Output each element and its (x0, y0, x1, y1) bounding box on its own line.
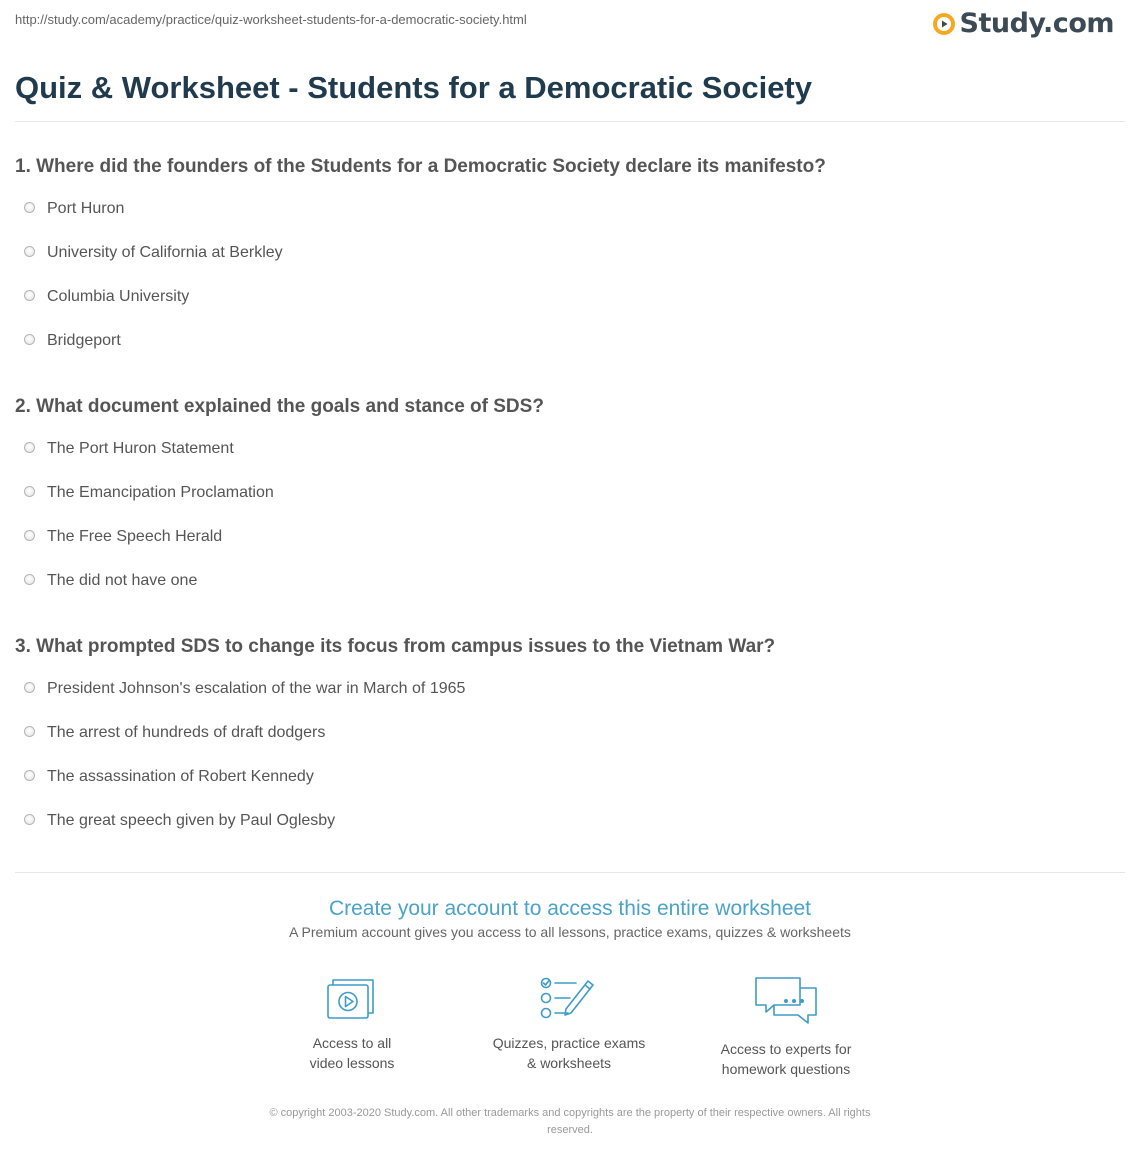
feature-label-line: homework questions (721, 1061, 851, 1077)
logo-text: Study.com (959, 8, 1114, 39)
answer-option[interactable] (15, 427, 1125, 471)
copyright-footer (215, 1105, 925, 1139)
answer-label: The assassination of Robert Kennedy (47, 768, 314, 785)
radio-button[interactable] (24, 574, 35, 585)
feature-experts (691, 975, 881, 1079)
radio-button[interactable] (24, 290, 35, 301)
page-url: http://study.com/academy/practice/quiz-worksheet-students-for-a-democratic-society.html (15, 12, 527, 27)
top-bar (0, 0, 1140, 50)
radio-button[interactable] (24, 202, 35, 213)
answer-list (15, 667, 1125, 843)
video-lessons-icon (326, 975, 378, 1021)
feature-label-line: Quizzes, practice exams (492, 1035, 646, 1051)
answer-option[interactable] (15, 799, 1125, 843)
radio-button[interactable] (24, 486, 35, 497)
footer-line: © copyright 2003-2020 Study.com. All other trademarks and copyrights are the property of their respective owners. All rights (269, 1107, 871, 1119)
answer-list (15, 427, 1125, 603)
question-1 (15, 155, 1125, 363)
cta-subtitle: A Premium account gives you access to all lessons, practice exams, quizzes & worksheets (289, 924, 851, 940)
answer-option[interactable] (15, 667, 1125, 711)
radio-button[interactable] (24, 246, 35, 257)
radio-button[interactable] (24, 334, 35, 345)
title-divider (15, 121, 1125, 122)
answer-label: The Port Huron Statement (47, 440, 234, 457)
radio-button[interactable] (24, 682, 35, 693)
study-logo[interactable] (932, 8, 1114, 39)
answer-label: The Free Speech Herald (47, 528, 223, 545)
answer-option[interactable] (15, 319, 1125, 363)
signup-cta (0, 895, 1140, 940)
radio-button[interactable] (24, 814, 35, 825)
cta-link[interactable]: Create your account to access this entire worksheet (328, 897, 812, 920)
answer-label: Port Huron (47, 200, 125, 217)
feature-quizzes (474, 975, 664, 1073)
answer-option[interactable] (15, 187, 1125, 231)
radio-button[interactable] (24, 726, 35, 737)
question-3 (15, 635, 1125, 843)
answer-label: Bridgeport (47, 332, 121, 349)
radio-button[interactable] (24, 442, 35, 453)
chat-bubbles-icon (754, 975, 818, 1027)
footer-line: reserved. (547, 1124, 593, 1136)
answer-label: The did not have one (47, 572, 198, 589)
radio-button[interactable] (24, 770, 35, 781)
question-text: 2. What document explained the goals and stance of SDS? (15, 396, 544, 417)
answer-list (15, 187, 1125, 363)
content-divider (15, 872, 1125, 873)
page-title: Quiz & Worksheet - Students for a Democratic Society (15, 70, 812, 105)
answer-option[interactable] (15, 275, 1125, 319)
feature-label-line: Access to experts for (720, 1041, 852, 1057)
answer-label: The arrest of hundreds of draft dodgers (47, 724, 326, 741)
feature-label-line: & worksheets (526, 1055, 612, 1071)
answer-option[interactable] (15, 231, 1125, 275)
answer-label: Columbia University (47, 288, 190, 305)
feature-label-line: Access to all (312, 1035, 392, 1051)
play-circle-logo-icon (932, 12, 956, 36)
feature-video-lessons (257, 975, 447, 1073)
answer-option[interactable] (15, 755, 1125, 799)
question-text: 3. What prompted SDS to change its focus from campus issues to the Vietnam War? (15, 636, 776, 657)
feature-label-line: video lessons (309, 1055, 395, 1071)
answer-option[interactable] (15, 515, 1125, 559)
answer-option[interactable] (15, 471, 1125, 515)
radio-button[interactable] (24, 530, 35, 541)
answer-label: The great speech given by Paul Oglesby (47, 812, 336, 829)
question-2 (15, 395, 1125, 603)
question-text: 1. Where did the founders of the Students for a Democratic Society declare its manifesto? (15, 156, 826, 177)
answer-option[interactable] (15, 711, 1125, 755)
answer-label: President Johnson's escalation of the war in March of 1965 (47, 680, 466, 697)
quiz-checklist-icon (540, 975, 598, 1021)
answer-label: University of California at Berkley (47, 244, 283, 261)
answer-label: The Emancipation Proclamation (47, 484, 274, 501)
answer-option[interactable] (15, 559, 1125, 603)
features-row (0, 975, 1140, 1085)
